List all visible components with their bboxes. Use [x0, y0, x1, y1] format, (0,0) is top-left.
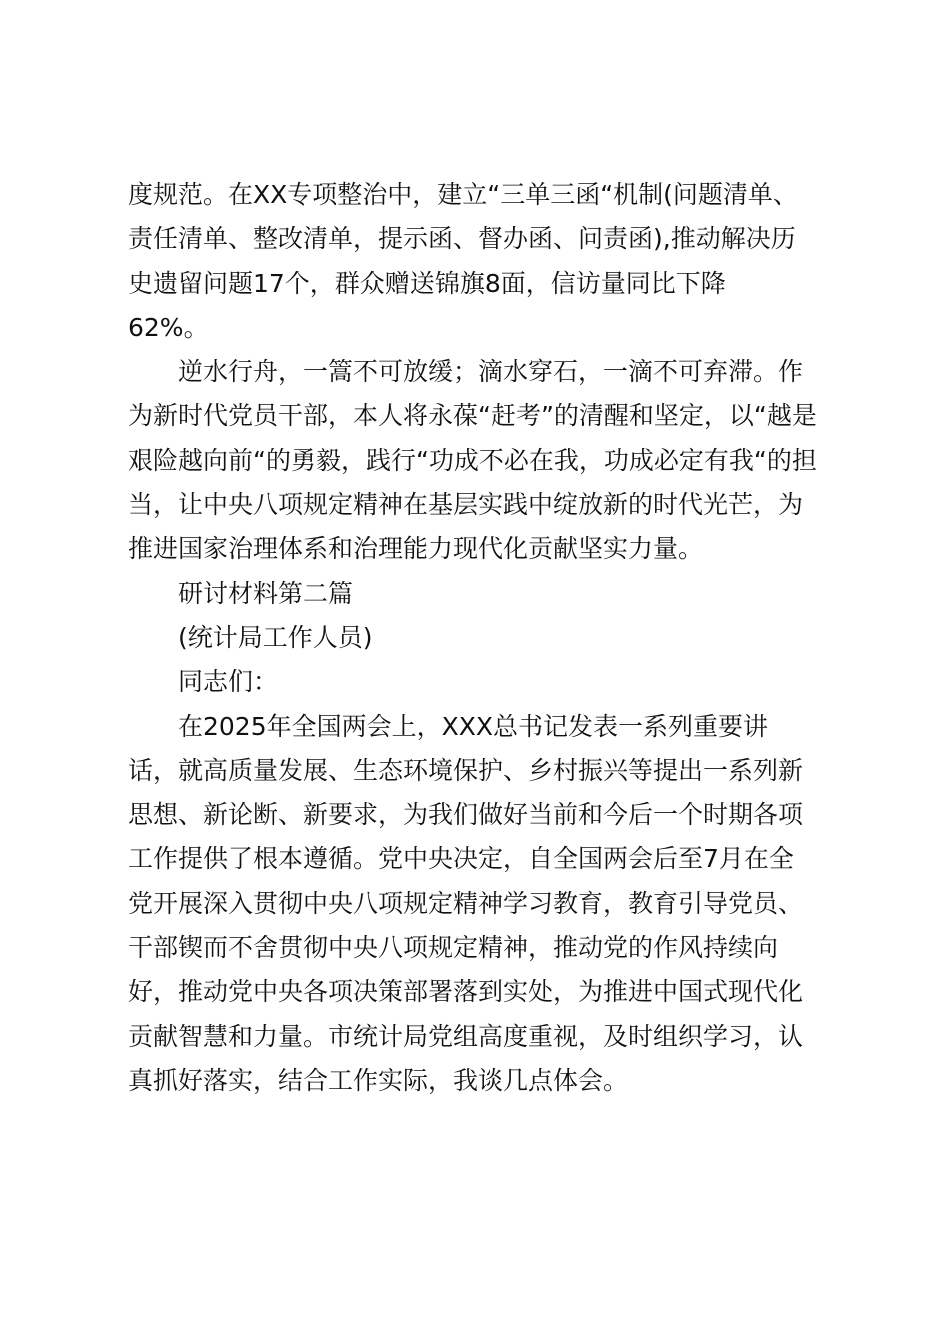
text-line: 话，就高质量发展、生态环境保护、乡村振兴等提出一系列新 — [128, 755, 804, 785]
text-line: 62%。 — [128, 312, 209, 342]
text-line: 责任清单、整改清单，提示函、督办函、问责函),推动解决历 — [128, 224, 796, 254]
text-line: 干部锲而不舍贯彻中央八项规定精神，推动党的作风持续向 — [128, 933, 779, 963]
salutation: 同志们： — [178, 667, 279, 697]
text-line: 艰险越向前“的勇毅，践行“功成不必在我，功成必定有我“的担 — [128, 445, 817, 475]
text-line: 度规范。在XX专项整治中，建立“三单三函“机制(问题清单、 — [128, 180, 798, 209]
text-line: 党开展深入贯彻中央八项规定精神学习教育，教育引导党员、 — [128, 888, 804, 918]
text-line: 工作提供了根本遵循。党中央决定，自全国两会后至7月在全 — [128, 844, 794, 874]
author-note: (统计局工作人员) — [178, 622, 373, 652]
text-line: 贡献智慧和力量。市统计局党组高度重视，及时组织学习，认 — [128, 1021, 804, 1051]
text-line: 真抓好落实，结合工作实际，我谈几点体会。 — [128, 1065, 629, 1095]
text-line: 当，让中央八项规定精神在基层实践中绽放新的时代光芒，为 — [128, 490, 804, 520]
text-line: 好，推动党中央各项决策部署落到实处，为推进中国式现代化 — [128, 977, 804, 1007]
section-title: 研讨材料第二篇 — [178, 578, 354, 608]
text-line: 思想、新论断、新要求，为我们做好当前和今后一个时期各项 — [128, 800, 804, 830]
text-line: 为新时代党员干部，本人将永葆“赶考”的清醒和坚定，以“越是 — [128, 401, 817, 431]
text-line: 史遗留问题17个，群众赠送锦旗8面，信访量同比下降 — [128, 268, 726, 298]
document-body — [128, 173, 828, 1103]
paragraph-first-line: 在2025年全国两会上，XXX总书记发表一系列重要讲 — [178, 711, 769, 741]
paragraph-first-line: 逆水行舟，一篙不可放缓；滴水穿石，一滴不可弃滞。作 — [178, 357, 804, 387]
text-line: 推进国家治理体系和治理能力现代化贡献坚实力量。 — [128, 534, 704, 564]
